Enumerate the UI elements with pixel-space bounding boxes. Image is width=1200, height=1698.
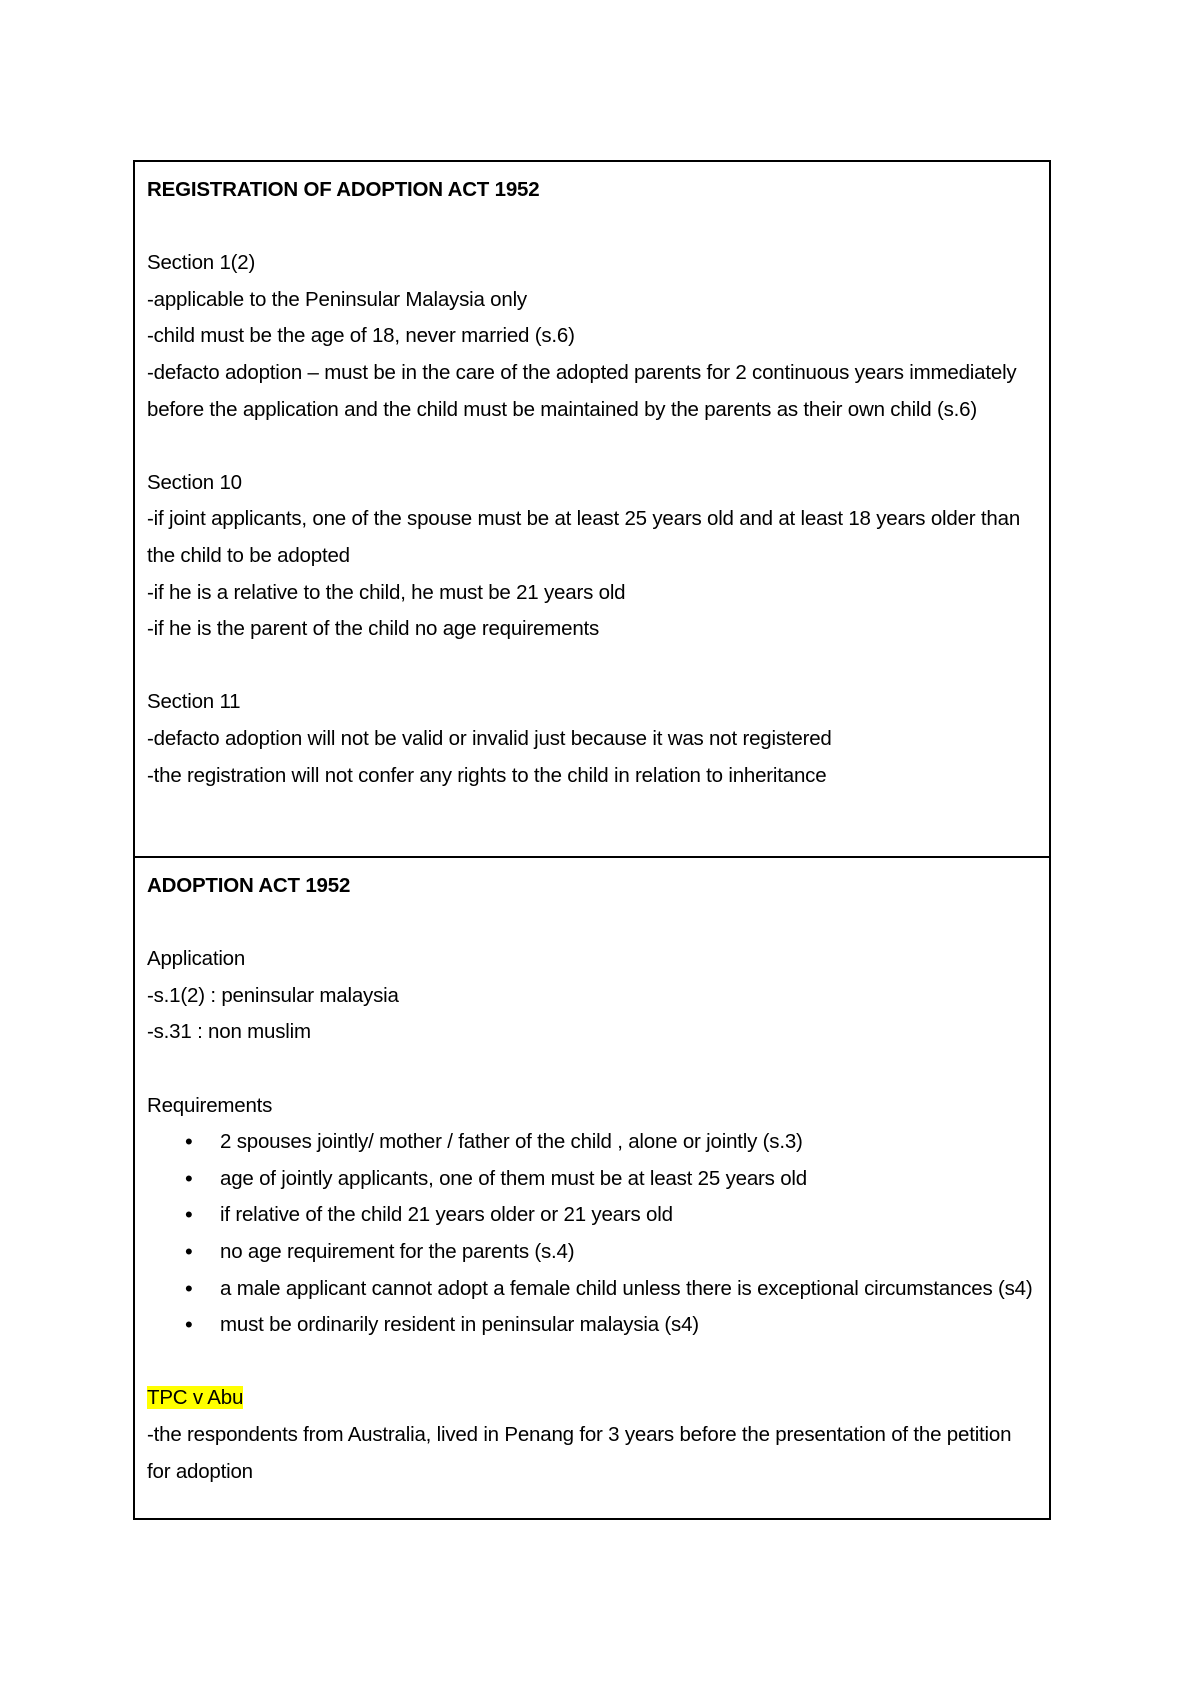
- group-heading: Section 1(2): [147, 251, 256, 275]
- spacer: [147, 1344, 1037, 1381]
- note-line: -s.1(2) : peninsular malaysia: [147, 983, 399, 1007]
- group-heading: Section 11: [147, 690, 241, 714]
- section-title: ADOPTION ACT 1952: [147, 874, 351, 897]
- note-line: -if he is the parent of the child no age requirements: [147, 617, 600, 641]
- registration-act-cell: [135, 162, 1049, 858]
- case-heading: [147, 1380, 1037, 1417]
- group-heading: Requirements: [147, 1093, 273, 1117]
- note-line: -if he is a relative to the child, he must be 21 years old: [147, 580, 626, 604]
- note-line: -applicable to the Peninsular Malaysia only: [147, 287, 527, 311]
- case-name-highlight: TPC v Abu: [147, 1386, 244, 1410]
- notes-table: [133, 160, 1051, 1520]
- bullet-icon: •: [185, 1165, 193, 1191]
- note-line: -if joint applicants, one of the spouse must be at least 25 years old and at least 18 years older than the child to be adopted: [147, 507, 1026, 567]
- note-line: -the registration will not confer any rights to the child in relation to inheritance: [147, 763, 827, 787]
- list-item-text: age of jointly applicants, one of them must be at least 25 years old: [220, 1166, 807, 1190]
- bullet-icon: •: [185, 1312, 193, 1338]
- spacer: [147, 648, 1037, 685]
- note-line: -child must be the age of 18, never married (s.6): [147, 324, 575, 348]
- list-item-text: if relative of the child 21 years older or 21 years old: [220, 1203, 673, 1227]
- spacer: [147, 905, 1037, 942]
- spacer: [147, 209, 1037, 246]
- note-line: -the respondents from Australia, lived in Penang for 3 years before the presentation of the petition for adoption: [147, 1422, 1017, 1483]
- bullet-icon: •: [185, 1238, 193, 1264]
- bullet-icon: •: [185, 1129, 193, 1155]
- list-item: [147, 1307, 1037, 1344]
- bullet-icon: •: [185, 1202, 193, 1228]
- group-heading: Section 10: [147, 470, 242, 494]
- list-item-text: no age requirement for the parents (s.4): [220, 1239, 575, 1263]
- list-item: [147, 1124, 1037, 1161]
- note-line: -defacto adoption will not be valid or invalid just because it was not registered: [147, 726, 832, 750]
- list-item-text: 2 spouses jointly/ mother / father of the child , alone or jointly (s.3): [220, 1130, 803, 1154]
- bullet-icon: •: [185, 1275, 193, 1301]
- spacer: [147, 1051, 1037, 1088]
- list-item-text: must be ordinarily resident in peninsular malaysia (s4): [220, 1313, 699, 1337]
- requirements-list: [147, 1124, 1037, 1344]
- section-title: REGISTRATION OF ADOPTION ACT 1952: [147, 178, 540, 201]
- group-heading: Application: [147, 947, 246, 971]
- spacer: [147, 428, 1037, 465]
- list-item-text: a male applicant cannot adopt a female child unless there is exceptional circumstances (s4): [220, 1276, 1033, 1300]
- note-line: -defacto adoption – must be in the care of the adopted parents for 2 continuous years immediately before the application and the child must be maintained by the parents as their own child (s.6): [147, 360, 1022, 421]
- adoption-act-cell: [135, 858, 1049, 1518]
- note-line: -s.31 : non muslim: [147, 1020, 311, 1044]
- list-item: [147, 1161, 1037, 1198]
- list-item: [147, 1271, 1037, 1308]
- list-item: [147, 1197, 1037, 1234]
- list-item: [147, 1234, 1037, 1271]
